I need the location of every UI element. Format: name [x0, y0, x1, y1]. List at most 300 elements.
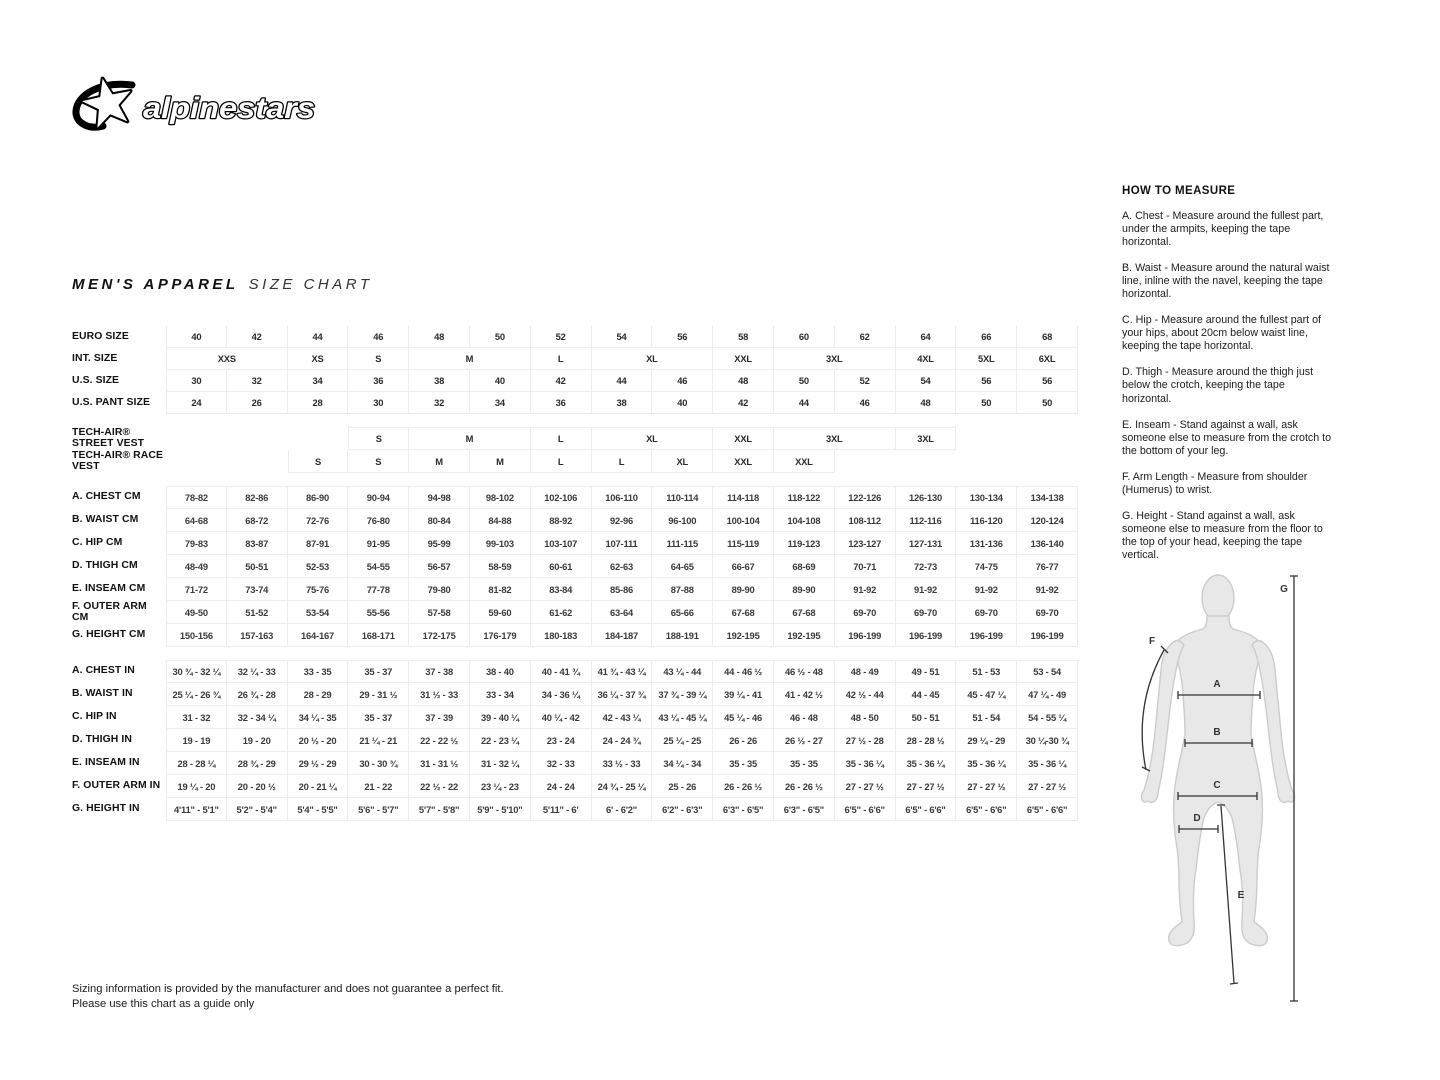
label-hip: C	[1213, 780, 1221, 791]
size-cell: 33 - 34	[470, 683, 531, 706]
size-cell: 24	[166, 392, 227, 414]
row-gap-1	[72, 414, 1078, 427]
size-cell: 40	[166, 326, 227, 348]
size-cell: 48	[713, 370, 774, 392]
label-inseam: E	[1237, 890, 1245, 901]
row-gap-3	[72, 647, 1078, 660]
size-cell: 20 - 21 ¼	[288, 775, 349, 798]
size-cell: 50	[1017, 392, 1078, 414]
measure-item-height: G. Height - Stand against a wall, ask someone else to measure from the floor to the top of your head, keeping the tape vertical.	[1122, 509, 1323, 561]
size-cell: 4XL	[896, 348, 957, 370]
measurement-figure	[1125, 566, 1305, 1008]
row-int-size	[72, 348, 1078, 370]
size-cell: 91-92	[1017, 578, 1078, 601]
size-cell: 89-90	[713, 578, 774, 601]
size-cell: XXL	[713, 427, 774, 450]
size-cell: 69-70	[1017, 601, 1078, 624]
row-us-pant-size	[72, 392, 1078, 414]
size-cell: 56	[1017, 370, 1078, 392]
size-cell: 64	[896, 326, 957, 348]
size-cell: 69-70	[956, 601, 1017, 624]
size-cell: 43 ¼ - 45 ¼	[652, 706, 713, 729]
size-cell: 126-130	[896, 486, 957, 509]
size-cell: 60-61	[531, 555, 592, 578]
row-label: G. HEIGHT CM	[72, 629, 146, 641]
size-cell: 45 ¼ - 46	[713, 706, 774, 729]
how-to-measure-panel	[1122, 185, 1332, 575]
size-cell: 164-167	[288, 624, 349, 647]
size-cell: 114-118	[713, 486, 774, 509]
size-cell: 49-50	[166, 601, 227, 624]
size-cell: 48 - 50	[835, 706, 896, 729]
size-cell: 6' - 6'2"	[592, 798, 653, 821]
size-cell: 91-92	[835, 578, 896, 601]
row-label: EURO SIZE	[72, 330, 129, 342]
size-cell: 80-84	[409, 509, 470, 532]
size-cell: 90-94	[348, 486, 409, 509]
measure-item-hip: C. Hip - Measure around the fullest part of your hips, about 20cm below waist line, keeping the tape horizontal.	[1122, 314, 1322, 353]
size-cell: 48 - 49	[835, 660, 896, 683]
row-waist-in	[72, 683, 1078, 706]
size-cell: 81-82	[470, 578, 531, 601]
row-label: F. OUTER ARM IN	[72, 780, 161, 792]
size-cell: 196-199	[835, 624, 896, 647]
size-cell: 52	[835, 370, 896, 392]
row-waist-cm	[72, 509, 1078, 532]
size-cell: 46	[652, 370, 713, 392]
size-cell: 5'4" - 5'5"	[288, 798, 349, 821]
row-euro-size	[72, 326, 1078, 348]
row-chest-in	[72, 660, 1078, 683]
size-cell: 92-96	[592, 509, 653, 532]
size-cell: 35 - 35	[774, 752, 835, 775]
size-cell: 28 - 29	[288, 683, 349, 706]
size-cell: 19 - 19	[166, 729, 227, 752]
size-cell: 5'2" - 5'4"	[227, 798, 288, 821]
size-cell: 39 ¼ - 41	[713, 683, 774, 706]
size-cell: 85-86	[592, 578, 653, 601]
row-thigh-cm	[72, 555, 1078, 578]
size-cell: 3XL	[774, 427, 896, 450]
label-height: G	[1280, 584, 1288, 595]
size-cell: S	[288, 450, 349, 473]
size-cell: 23 ¼ - 23	[470, 775, 531, 798]
size-cell: 32 - 33	[531, 752, 592, 775]
size-cell: 30	[166, 370, 227, 392]
size-cell: 31 - 32 ¼	[470, 752, 531, 775]
size-table	[72, 326, 1078, 821]
size-cell: 57-58	[409, 601, 470, 624]
size-cell: 69-70	[896, 601, 957, 624]
size-cell: 70-71	[835, 555, 896, 578]
size-cell: 39 - 40 ¼	[470, 706, 531, 729]
disclaimer-line-1: Sizing information is provided by the manufacturer and does not guarantee a perfect fit.	[72, 983, 504, 995]
size-cell: 72-73	[896, 555, 957, 578]
size-cell: 40 - 41 ¾	[531, 660, 592, 683]
size-cell: 107-111	[592, 532, 653, 555]
size-cell: 44	[592, 370, 653, 392]
size-cell: 52-53	[288, 555, 349, 578]
size-cell: 131-136	[956, 532, 1017, 555]
size-cell: 30 ¼-30 ¾	[1017, 729, 1078, 752]
size-cell: 5'7" - 5'8"	[409, 798, 470, 821]
size-cell: 37 - 38	[409, 660, 470, 683]
size-cell: 50	[956, 392, 1017, 414]
size-cell: 35 - 36 ¼	[835, 752, 896, 775]
disclaimer	[72, 982, 504, 1012]
size-cell: 27 - 27 ½	[835, 775, 896, 798]
size-cell: 25 - 26	[652, 775, 713, 798]
size-cell: 26 - 26	[713, 729, 774, 752]
size-cell: 99-103	[470, 532, 531, 555]
page-title-bold: MEN'S APPAREL	[72, 276, 239, 293]
row-label: TECH-AIR® RACE VEST	[72, 449, 164, 472]
size-cell: M	[470, 450, 531, 473]
size-cell: 67-68	[774, 601, 835, 624]
size-cell: 188-191	[652, 624, 713, 647]
row-hip-cm	[72, 532, 1078, 555]
size-cell: 54 - 55 ¼	[1017, 706, 1078, 729]
size-cell: 75-76	[288, 578, 349, 601]
size-cell: 168-171	[348, 624, 409, 647]
size-cell: 108-112	[835, 509, 896, 532]
size-cell: 35 - 36 ¼	[1017, 752, 1078, 775]
size-cell: 44	[288, 326, 349, 348]
size-cell: 94-98	[409, 486, 470, 509]
row-height-in	[72, 798, 1078, 821]
size-cell: 28 - 28 ¼	[166, 752, 227, 775]
size-cell: 53 - 54	[1017, 660, 1078, 683]
size-cell: 79-83	[166, 532, 227, 555]
size-cell: 34 - 36 ¼	[531, 683, 592, 706]
size-cell: 20 ½ - 20	[288, 729, 349, 752]
size-cell: 86-90	[288, 486, 349, 509]
size-cell: XL	[592, 348, 714, 370]
size-cell: 35 - 37	[348, 706, 409, 729]
size-cell: 32 ¼ - 33	[227, 660, 288, 683]
size-cell: 50-51	[227, 555, 288, 578]
size-cell: 46 ½ - 48	[774, 660, 835, 683]
size-cell: 82-86	[227, 486, 288, 509]
row-inseam-cm	[72, 578, 1078, 601]
size-cell: 55-56	[348, 601, 409, 624]
size-cell: XXL	[774, 450, 835, 473]
size-cell: 42	[227, 326, 288, 348]
size-cell: 98-102	[470, 486, 531, 509]
size-cell: 5'6" - 5'7"	[348, 798, 409, 821]
size-cell: 63-64	[592, 601, 653, 624]
size-cell: 33 - 35	[288, 660, 349, 683]
size-cell: 42	[531, 370, 592, 392]
size-cell: 49 - 51	[896, 660, 957, 683]
size-cell: 68-72	[227, 509, 288, 532]
size-cell: 192-195	[713, 624, 774, 647]
size-cell: 102-106	[531, 486, 592, 509]
size-cell: 25 ¼ - 26 ¾	[166, 683, 227, 706]
size-cell: 40	[652, 392, 713, 414]
size-cell: S	[348, 348, 409, 370]
size-cell: 19 - 20	[227, 729, 288, 752]
size-cell: 37 - 39	[409, 706, 470, 729]
size-cell: 41 - 42 ½	[774, 683, 835, 706]
size-cell: 56	[956, 370, 1017, 392]
size-cell: 51-52	[227, 601, 288, 624]
size-cell: 79-80	[409, 578, 470, 601]
size-cell: 38	[409, 370, 470, 392]
size-cell: 68	[1017, 326, 1078, 348]
measure-item-thigh: D. Thigh - Measure around the thigh just below the crotch, keeping the tape horizontal.	[1122, 366, 1314, 405]
size-cell: 172-175	[409, 624, 470, 647]
size-cell: 196-199	[1017, 624, 1078, 647]
size-cell: 44 - 46 ½	[713, 660, 774, 683]
size-cell: 6'5" - 6'6"	[956, 798, 1017, 821]
size-cell: 74-75	[956, 555, 1017, 578]
size-cell: 20 - 20 ½	[227, 775, 288, 798]
size-cell: 112-116	[896, 509, 957, 532]
size-cell: 40 ¼ - 42	[531, 706, 592, 729]
alpinestars-wordmark: alpinestars	[143, 92, 315, 125]
size-cell: 115-119	[713, 532, 774, 555]
size-cell: 62-63	[592, 555, 653, 578]
size-cell: 42	[713, 392, 774, 414]
size-cell: 32 - 34 ¼	[227, 706, 288, 729]
row-label: U.S. SIZE	[72, 374, 120, 386]
size-cell: 62	[835, 326, 896, 348]
size-cell: 71-72	[166, 578, 227, 601]
size-cell: 31 - 32	[166, 706, 227, 729]
size-cell: 24 - 24 ¾	[592, 729, 653, 752]
size-cell: 136-140	[1017, 532, 1078, 555]
size-cell: 84-88	[470, 509, 531, 532]
size-cell: 34 ¼ - 35	[288, 706, 349, 729]
measure-item-chest: A. Chest - Measure around the fullest part, under the armpits, keeping the tape horizontal.	[1122, 210, 1324, 249]
size-cell: 42 ½ - 44	[835, 683, 896, 706]
size-cell: 44 - 45	[896, 683, 957, 706]
size-cell: 76-80	[348, 509, 409, 532]
size-cell: 6XL	[1017, 348, 1078, 370]
size-cell: 51 - 53	[956, 660, 1017, 683]
size-cell: 127-131	[896, 532, 957, 555]
row-hip-in	[72, 706, 1078, 729]
size-cell: 34	[470, 392, 531, 414]
size-cell: 110-114	[652, 486, 713, 509]
size-cell: 53-54	[288, 601, 349, 624]
size-cell: 31 ½ - 33	[409, 683, 470, 706]
size-cell: 29 ½ - 29	[288, 752, 349, 775]
size-cell: 35 - 36 ¼	[956, 752, 1017, 775]
size-cell: 27 ½ - 28	[835, 729, 896, 752]
size-cell: 26 - 26 ½	[713, 775, 774, 798]
row-thigh-in	[72, 729, 1078, 752]
size-cell: 69-70	[835, 601, 896, 624]
size-cell: 180-183	[531, 624, 592, 647]
page-title-light: SIZE CHART	[248, 276, 373, 293]
size-cell: 196-199	[896, 624, 957, 647]
size-cell: 37 ¾ - 39 ¼	[652, 683, 713, 706]
row-tech-air-race-vest	[72, 450, 1078, 473]
size-cell: 87-88	[652, 578, 713, 601]
size-cell: 27 - 27 ½	[896, 775, 957, 798]
size-cell: XXS	[166, 348, 288, 370]
size-cell: 192-195	[774, 624, 835, 647]
size-cell: 56	[652, 326, 713, 348]
size-cell: 95-99	[409, 532, 470, 555]
row-label: C. HIP IN	[72, 711, 117, 723]
row-label: INT. SIZE	[72, 352, 118, 364]
size-cell: 23 - 24	[531, 729, 592, 752]
size-cell: 54-55	[348, 555, 409, 578]
size-cell: M	[409, 427, 531, 450]
row-label: B. WAIST IN	[72, 688, 133, 700]
size-cell: 88-92	[531, 509, 592, 532]
size-cell: 103-107	[531, 532, 592, 555]
size-cell	[166, 427, 348, 450]
size-cell: 27 - 27 ½	[1017, 775, 1078, 798]
size-cell: 5'11" - 6'	[531, 798, 592, 821]
label-thigh: D	[1193, 813, 1201, 824]
row-inseam-in	[72, 752, 1078, 775]
row-label: A. CHEST IN	[72, 665, 135, 677]
size-cell: 54	[592, 326, 653, 348]
size-cell: 76-77	[1017, 555, 1078, 578]
size-cell: 134-138	[1017, 486, 1078, 509]
size-cell: 3XL	[896, 427, 957, 450]
size-cell: 123-127	[835, 532, 896, 555]
row-label: E. INSEAM IN	[72, 757, 140, 769]
label-chest: A	[1213, 679, 1221, 690]
row-outer-arm-in	[72, 775, 1078, 798]
size-cell: 50	[774, 370, 835, 392]
size-cell: 40	[470, 370, 531, 392]
size-cell: 28 - 28 ½	[896, 729, 957, 752]
size-cell: 36 ¼ - 37 ¾	[592, 683, 653, 706]
size-cell: XS	[288, 348, 349, 370]
measure-item-inseam: E. Inseam - Stand against a wall, ask someone else to measure from the crotch to the bottom of your leg.	[1122, 418, 1332, 457]
size-cell: 61-62	[531, 601, 592, 624]
size-cell: 50	[470, 326, 531, 348]
size-cell: 6'5" - 6'6"	[896, 798, 957, 821]
size-cell: 30	[348, 392, 409, 414]
size-cell: 28 ¾ - 29	[227, 752, 288, 775]
size-cell: 21 - 22	[348, 775, 409, 798]
size-cell: 52	[531, 326, 592, 348]
size-cell: 29 - 31 ½	[348, 683, 409, 706]
size-cell: 34 ¼ - 34	[652, 752, 713, 775]
size-cell: 64-65	[652, 555, 713, 578]
size-cell: 64-68	[166, 509, 227, 532]
size-cell: 150-156	[166, 624, 227, 647]
size-cell: 78-82	[166, 486, 227, 509]
row-label: E. INSEAM CM	[72, 583, 146, 595]
size-cell: 33 ½ - 33	[592, 752, 653, 775]
row-label: C. HIP CM	[72, 537, 123, 549]
size-cell: XXL	[713, 450, 774, 473]
size-cell: 130-134	[956, 486, 1017, 509]
size-cell: XL	[652, 450, 713, 473]
size-cell: 36	[348, 370, 409, 392]
size-cell: 43 ¼ - 44	[652, 660, 713, 683]
measure-item-waist: B. Waist - Measure around the natural waist line, inline with the navel, keeping the tape horizontal.	[1122, 262, 1330, 301]
size-cell: 45 - 47 ¼	[956, 683, 1017, 706]
size-cell: S	[348, 427, 409, 450]
label-waist: B	[1213, 727, 1221, 738]
size-cell: 100-104	[713, 509, 774, 532]
size-cell: 6'5" - 6'6"	[835, 798, 896, 821]
size-cell	[956, 427, 1078, 450]
size-cell: 6'3" - 6'5"	[774, 798, 835, 821]
size-cell: 19 ¼ - 20	[166, 775, 227, 798]
size-cell: 22 - 23 ¼	[470, 729, 531, 752]
row-label: B. WAIST CM	[72, 514, 139, 526]
size-cell: 48-49	[166, 555, 227, 578]
size-cell: 72-76	[288, 509, 349, 532]
size-cell: 34	[288, 370, 349, 392]
size-cell: 91-95	[348, 532, 409, 555]
size-cell: 26 ½ - 27	[774, 729, 835, 752]
size-cell: 91-92	[956, 578, 1017, 601]
size-cell: 44	[774, 392, 835, 414]
size-cell: L	[592, 450, 653, 473]
size-cell: 42 - 43 ¼	[592, 706, 653, 729]
size-cell: 5'9" - 5'10"	[470, 798, 531, 821]
row-label: G. HEIGHT IN	[72, 803, 140, 815]
size-cell: 122-126	[835, 486, 896, 509]
size-cell: 5XL	[956, 348, 1017, 370]
size-cell: 46 - 48	[774, 706, 835, 729]
size-cell: 58	[713, 326, 774, 348]
size-cell: 67-68	[713, 601, 774, 624]
size-cell: 22 ½ - 22	[409, 775, 470, 798]
row-label: A. CHEST CM	[72, 491, 141, 503]
size-cell: 51 - 54	[956, 706, 1017, 729]
how-to-measure-title: HOW TO MEASURE	[1122, 185, 1236, 197]
size-cell: 118-122	[774, 486, 835, 509]
size-cell: 24 ¾ - 25 ¼	[592, 775, 653, 798]
row-us-size	[72, 370, 1078, 392]
size-cell: 89-90	[774, 578, 835, 601]
size-cell: 66-67	[713, 555, 774, 578]
size-cell: 176-179	[470, 624, 531, 647]
size-cell: 26 - 26 ½	[774, 775, 835, 798]
size-cell: 26 ¾ - 28	[227, 683, 288, 706]
size-cell: 83-87	[227, 532, 288, 555]
size-cell: 25 ¼ - 25	[652, 729, 713, 752]
size-cell: 4'11" - 5'1"	[166, 798, 227, 821]
size-cell: 66	[956, 326, 1017, 348]
size-cell: 32	[409, 392, 470, 414]
size-cell: XL	[592, 427, 714, 450]
size-cell: 27 - 27 ½	[956, 775, 1017, 798]
size-cell: 87-91	[288, 532, 349, 555]
size-cell: 22 - 22 ½	[409, 729, 470, 752]
size-cell: 30 - 30 ¾	[348, 752, 409, 775]
size-cell: M	[409, 450, 470, 473]
size-cell: 46	[348, 326, 409, 348]
size-cell: 35 - 36 ¼	[896, 752, 957, 775]
size-cell: 104-108	[774, 509, 835, 532]
size-cell: 41 ¾ - 43 ¼	[592, 660, 653, 683]
size-cell: 47 ¼ - 49	[1017, 683, 1078, 706]
size-cell: 111-115	[652, 532, 713, 555]
size-cell: S	[348, 450, 409, 473]
page-title	[72, 276, 372, 293]
size-cell	[835, 450, 1078, 473]
size-cell: 6'2" - 6'3"	[652, 798, 713, 821]
size-cell: 119-123	[774, 532, 835, 555]
size-cell: L	[531, 427, 592, 450]
size-cell: 83-84	[531, 578, 592, 601]
size-cell: 106-110	[592, 486, 653, 509]
